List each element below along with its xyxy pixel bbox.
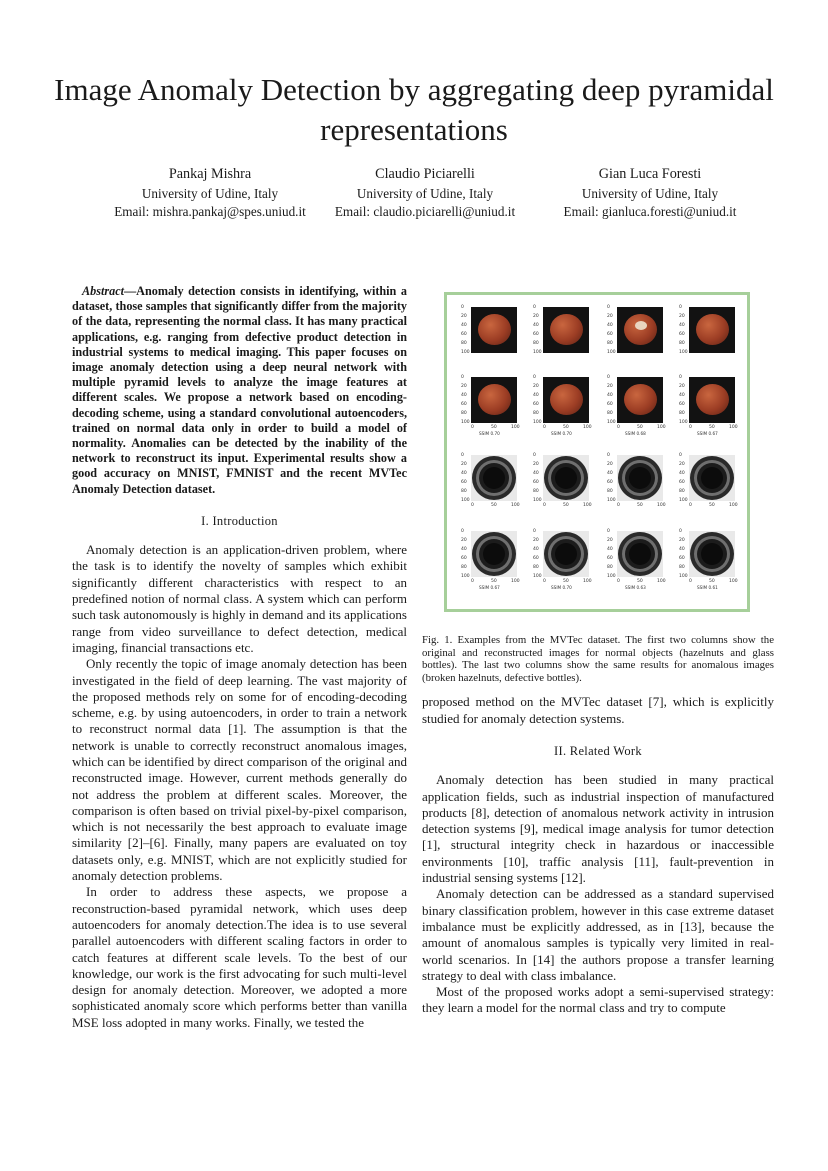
y-tick-label: 0 (533, 529, 536, 534)
x-tick-label: 100 (729, 503, 738, 508)
y-tick-label: 60 (533, 480, 539, 485)
figure-tile (679, 453, 738, 509)
y-tick-label: 0 (533, 305, 536, 310)
y-tick-label: 100 (533, 350, 542, 355)
x-tick-label: 50 (491, 579, 497, 584)
hazelnut-image (689, 377, 735, 423)
x-tick-label: 50 (709, 579, 715, 584)
y-tick-label: 80 (461, 565, 467, 570)
ssim-label: SSIM 0.68 (625, 431, 646, 436)
y-tick-label: 60 (679, 402, 685, 407)
y-tick-label: 40 (679, 393, 685, 398)
author-affiliation: University of Udine, Italy (141, 186, 279, 201)
y-tick-label: 80 (533, 565, 539, 570)
y-tick-label: 60 (461, 556, 467, 561)
x-tick-label: 100 (511, 425, 520, 430)
y-tick-label: 0 (533, 453, 536, 458)
bottle-image (471, 531, 517, 577)
y-tick-label: 40 (607, 393, 613, 398)
hazelnut-shape (696, 314, 729, 345)
x-tick-label: 50 (491, 425, 497, 430)
author-3 (545, 165, 755, 221)
bottle-ring (555, 543, 577, 565)
author-email: Email: gianluca.foresti@uniud.it (563, 204, 737, 219)
y-tick-label: 40 (679, 471, 685, 476)
y-tick-label: 20 (607, 538, 613, 543)
figure-tile (461, 453, 520, 509)
y-tick-label: 40 (607, 471, 613, 476)
intro-paragraph-3: In order to address these aspects, we propose a reconstruction-based pyramidal network, which uses deep autoencoders for anomaly detection.The idea is to use several parallel autoencoders with different scaling factors in order to catch features at different scale levels. To the best of our knowledge, our work is the first advocating for such multi-level design for anomaly detection. Moreover, we adopted a more sophisticated anomaly score which performs better than vanilla MSE loss adopted in many works. Finally, we tested the (72, 884, 407, 1030)
y-tick-label: 0 (461, 375, 464, 380)
x-tick-label: 0 (689, 503, 692, 508)
y-tick-label: 100 (461, 574, 470, 579)
ssim-label: SSIM 0.61 (697, 585, 718, 590)
y-tick-label: 80 (607, 489, 613, 494)
y-tick-label: 100 (461, 350, 470, 355)
y-tick-label: 100 (533, 574, 542, 579)
y-tick-label: 20 (533, 384, 539, 389)
y-tick-label: 20 (461, 538, 467, 543)
x-tick-label: 50 (491, 503, 497, 508)
abstract-label: Abstract (82, 284, 124, 298)
y-tick-label: 100 (679, 420, 688, 425)
y-tick-label: 60 (461, 402, 467, 407)
figure-tile (607, 305, 663, 361)
y-tick-label: 80 (461, 411, 467, 416)
figure-tile (533, 305, 589, 361)
x-tick-label: 100 (583, 503, 592, 508)
ssim-label: SSIM 0.63 (625, 585, 646, 590)
y-tick-label: 40 (533, 547, 539, 552)
y-tick-label: 100 (461, 498, 470, 503)
bottle-image (689, 531, 735, 577)
figure-caption: Fig. 1. Examples from the MVTec dataset. The first two columns show the original and reconstructed images for normal objects (hazelnuts and glass bottles). The last two columns show the same results for anomalous images (broken hazelnuts, defective bottles). (422, 634, 774, 684)
x-tick-label: 100 (657, 425, 666, 430)
y-tick-label: 60 (461, 480, 467, 485)
y-tick-label: 100 (607, 350, 616, 355)
y-tick-label: 0 (607, 305, 610, 310)
y-tick-label: 80 (679, 341, 685, 346)
hazelnut-image (689, 307, 735, 353)
figure-tile (461, 529, 520, 590)
y-tick-label: 80 (607, 411, 613, 416)
y-tick-label: 100 (607, 420, 616, 425)
y-tick-label: 0 (461, 529, 464, 534)
author-name: Claudio Piciarelli (375, 166, 475, 182)
y-tick-label: 60 (533, 402, 539, 407)
abstract (72, 284, 407, 497)
y-tick-label: 20 (679, 314, 685, 319)
bottle-ring (701, 467, 723, 489)
bottle-ring (629, 543, 651, 565)
figure-tile (607, 453, 666, 509)
x-tick-label: 100 (657, 579, 666, 584)
y-tick-label: 20 (461, 384, 467, 389)
hazelnut-image (471, 377, 517, 423)
y-tick-label: 60 (607, 556, 613, 561)
y-tick-label: 40 (533, 393, 539, 398)
bottle-image (617, 531, 663, 577)
x-tick-label: 0 (617, 425, 620, 430)
y-tick-label: 80 (679, 411, 685, 416)
bottle-ring (483, 543, 505, 565)
figure-tile (607, 529, 666, 590)
bottle-image (689, 455, 735, 501)
x-tick-label: 100 (729, 579, 738, 584)
intro-paragraph-2: Only recently the topic of image anomaly detection has been investigated in the field of deep learning. The vast majority of the proposed methods rely on some for of encoding-decoding scheme, e.g. by using autoencoders, in order to train a network to reconstruct normal data [1]. The assumption is that the network is unable to correctly reconstruct anomalous images, which can be identified by direct comparison of the original and reconstructed image. However, current methods generally do not address the problem at different scales. Moreover, the comparison is often based on trivial pixel-by-pixel comparison, which is not necessarily the best approach to evaluate image similarity [2]–[6]. Finally, many papers are evaluated on toy datasets only, e.g. MNIST, which are not explicitly studied for anomaly detection problems. (72, 656, 407, 884)
figure-image-grid (461, 301, 745, 607)
ssim-label: SSIM 0.70 (551, 585, 572, 590)
figure-tile (679, 375, 738, 436)
bottle-ring (555, 467, 577, 489)
y-tick-label: 80 (533, 411, 539, 416)
y-tick-label: 60 (607, 402, 613, 407)
y-tick-label: 100 (461, 420, 470, 425)
author-email: Email: claudio.piciarelli@uniud.it (334, 204, 516, 219)
y-tick-label: 20 (607, 384, 613, 389)
y-tick-label: 80 (607, 565, 613, 570)
y-tick-label: 20 (461, 314, 467, 319)
y-tick-label: 100 (679, 498, 688, 503)
y-tick-label: 20 (679, 462, 685, 467)
x-tick-label: 0 (471, 425, 474, 430)
abstract-text: —Anomaly detection consists in identifying, within a dataset, those samples that significantly differ from the majority of the data, representing the normal class. It has many practical applications, e.g. ranging from defective product detection in industrial systems to medical imaging. This paper focuses on image anomaly detection using a deep neural network with multiple pyramid levels to analyze the image features at different scales. We propose a network based on encoding-decoding scheme, using a standard convolutional autoencoders, trained on normal data only in order to build a model of normality. Anomalies can be detected by the inability of the network to reconstruct its input. Experimental results show a good accuracy on MNIST, FMNIST and the recent MVTec Anomaly Detection dataset. (72, 284, 407, 496)
y-tick-label: 0 (607, 453, 610, 458)
y-tick-label: 0 (679, 529, 682, 534)
y-tick-label: 0 (679, 453, 682, 458)
y-tick-label: 60 (679, 480, 685, 485)
paper-title: Image Anomaly Detection by aggregating deep pyramidal representations (54, 72, 774, 147)
bottle-image (543, 455, 589, 501)
hazelnut-shape (624, 384, 657, 415)
y-tick-label: 40 (607, 547, 613, 552)
y-tick-label: 80 (533, 341, 539, 346)
hazelnut-image (617, 307, 663, 353)
author-affiliation: University of Udine, Italy (581, 186, 719, 201)
y-tick-label: 20 (533, 314, 539, 319)
y-tick-label: 100 (679, 574, 688, 579)
author-affiliation: University of Udine, Italy (356, 186, 494, 201)
hazelnut-image (543, 377, 589, 423)
intro-continuation: proposed method on the MVTec dataset [7], which is explicitly studied for anomaly detection systems. (422, 694, 774, 726)
x-tick-label: 0 (543, 425, 546, 430)
y-tick-label: 40 (461, 323, 467, 328)
bottle-image (617, 455, 663, 501)
y-tick-label: 60 (607, 332, 613, 337)
figure-tile (679, 305, 735, 361)
bottle-ring (483, 467, 505, 489)
y-tick-label: 60 (607, 480, 613, 485)
left-column (72, 284, 407, 1031)
figure-tile (461, 375, 520, 436)
y-tick-label: 20 (679, 538, 685, 543)
x-tick-label: 50 (563, 503, 569, 508)
x-tick-label: 50 (563, 579, 569, 584)
hazelnut-shape (478, 384, 511, 415)
y-tick-label: 0 (607, 375, 610, 380)
bottle-ring (701, 543, 723, 565)
y-tick-label: 0 (461, 305, 464, 310)
y-tick-label: 40 (461, 547, 467, 552)
y-tick-label: 0 (461, 453, 464, 458)
y-tick-label: 60 (533, 556, 539, 561)
y-tick-label: 40 (679, 323, 685, 328)
y-tick-label: 80 (607, 341, 613, 346)
y-tick-label: 80 (533, 489, 539, 494)
x-tick-label: 100 (657, 503, 666, 508)
y-tick-label: 60 (461, 332, 467, 337)
related-paragraph-1: Anomaly detection has been studied in many practical application fields, such as industrial inspection of manufactured products [8], detection of anomalous network activity in intrusion detection systems [9], medical image analysis for tumor detection [1], structural integrity check in hazardous or inaccessible environments [10], traffic analysis [11], fault-prevention in industrial sensing systems [12]. (422, 772, 774, 886)
author-name: Gian Luca Foresti (598, 166, 702, 182)
y-tick-label: 0 (533, 375, 536, 380)
x-tick-label: 100 (583, 579, 592, 584)
x-tick-label: 0 (543, 503, 546, 508)
right-column (422, 634, 774, 1017)
figure-mvtec-examples (444, 292, 750, 612)
ssim-label: SSIM 0.67 (479, 585, 500, 590)
figure-tile (461, 305, 517, 361)
y-tick-label: 60 (679, 332, 685, 337)
hazelnut-shape (550, 314, 583, 345)
intro-paragraph-1: Anomaly detection is an application-driven problem, where the task is to identify the novelty of samples which exhibit significantly different characteristics with respect to an predefined notion of normal class. A system which can perform such task autonomously is highly in demand and its applications range from video surveillance to defect detection, medical imaging, financial transactions etc. (72, 542, 407, 655)
figure-tile (679, 529, 738, 590)
author-name: Pankaj Mishra (168, 166, 252, 182)
ssim-label: SSIM 0.67 (697, 431, 718, 436)
y-tick-label: 40 (461, 393, 467, 398)
x-tick-label: 50 (637, 579, 643, 584)
hazelnut-shape (550, 384, 583, 415)
y-tick-label: 20 (533, 462, 539, 467)
y-tick-label: 100 (533, 498, 542, 503)
figure-tile (607, 375, 666, 436)
section-heading-introduction: I. Introduction (201, 513, 278, 528)
y-tick-label: 20 (607, 462, 613, 467)
related-paragraph-3: Most of the proposed works adopt a semi-supervised strategy: they learn a model for the normal class and try to compute (422, 984, 774, 1016)
y-tick-label: 0 (679, 375, 682, 380)
hazelnut-shape (478, 314, 511, 345)
y-tick-label: 20 (679, 384, 685, 389)
x-tick-label: 50 (709, 503, 715, 508)
x-tick-label: 50 (637, 425, 643, 430)
y-tick-label: 20 (607, 314, 613, 319)
ssim-label: SSIM 0.70 (551, 431, 572, 436)
x-tick-label: 100 (511, 579, 520, 584)
figure-tile (533, 375, 592, 436)
ssim-label: SSIM 0.70 (479, 431, 500, 436)
x-tick-label: 100 (583, 425, 592, 430)
figure-tile (533, 453, 592, 509)
y-tick-label: 40 (533, 323, 539, 328)
y-tick-label: 100 (679, 350, 688, 355)
y-tick-label: 80 (679, 489, 685, 494)
y-tick-label: 80 (461, 341, 467, 346)
author-1 (105, 165, 315, 221)
y-tick-label: 20 (533, 538, 539, 543)
hazelnut-shape (696, 384, 729, 415)
author-email: Email: mishra.pankaj@spes.uniud.it (114, 204, 306, 219)
x-tick-label: 0 (471, 503, 474, 508)
y-tick-label: 20 (461, 462, 467, 467)
x-tick-label: 0 (543, 579, 546, 584)
x-tick-label: 0 (689, 579, 692, 584)
x-tick-label: 0 (471, 579, 474, 584)
defect-mark (635, 321, 647, 330)
related-paragraph-2: Anomaly detection can be addressed as a standard supervised binary classification problem, however in this case extreme dataset imbalance must be explicitly addressed, as in [13], because the amount of anomalous samples is typically very limited in real-world scenarios. In [14] the authors propose a transfer learning strategy to deal with class imbalance. (422, 886, 774, 983)
y-tick-label: 100 (607, 574, 616, 579)
hazelnut-image (617, 377, 663, 423)
bottle-ring (629, 467, 651, 489)
y-tick-label: 60 (533, 332, 539, 337)
y-tick-label: 80 (679, 565, 685, 570)
y-tick-label: 0 (679, 305, 682, 310)
y-tick-label: 40 (679, 547, 685, 552)
y-tick-label: 100 (607, 498, 616, 503)
bottle-image (471, 455, 517, 501)
figure-tile (533, 529, 592, 590)
author-2 (320, 165, 530, 221)
y-tick-label: 0 (607, 529, 610, 534)
y-tick-label: 80 (461, 489, 467, 494)
x-tick-label: 100 (729, 425, 738, 430)
x-tick-label: 0 (617, 579, 620, 584)
y-tick-label: 60 (679, 556, 685, 561)
y-tick-label: 40 (461, 471, 467, 476)
x-tick-label: 50 (709, 425, 715, 430)
y-tick-label: 40 (607, 323, 613, 328)
bottle-image (543, 531, 589, 577)
x-tick-label: 50 (563, 425, 569, 430)
x-tick-label: 0 (617, 503, 620, 508)
hazelnut-image (543, 307, 589, 353)
y-tick-label: 40 (533, 471, 539, 476)
x-tick-label: 0 (689, 425, 692, 430)
x-tick-label: 50 (637, 503, 643, 508)
y-tick-label: 100 (533, 420, 542, 425)
hazelnut-image (471, 307, 517, 353)
x-tick-label: 100 (511, 503, 520, 508)
section-heading-related-work: II. Related Work (554, 743, 642, 758)
